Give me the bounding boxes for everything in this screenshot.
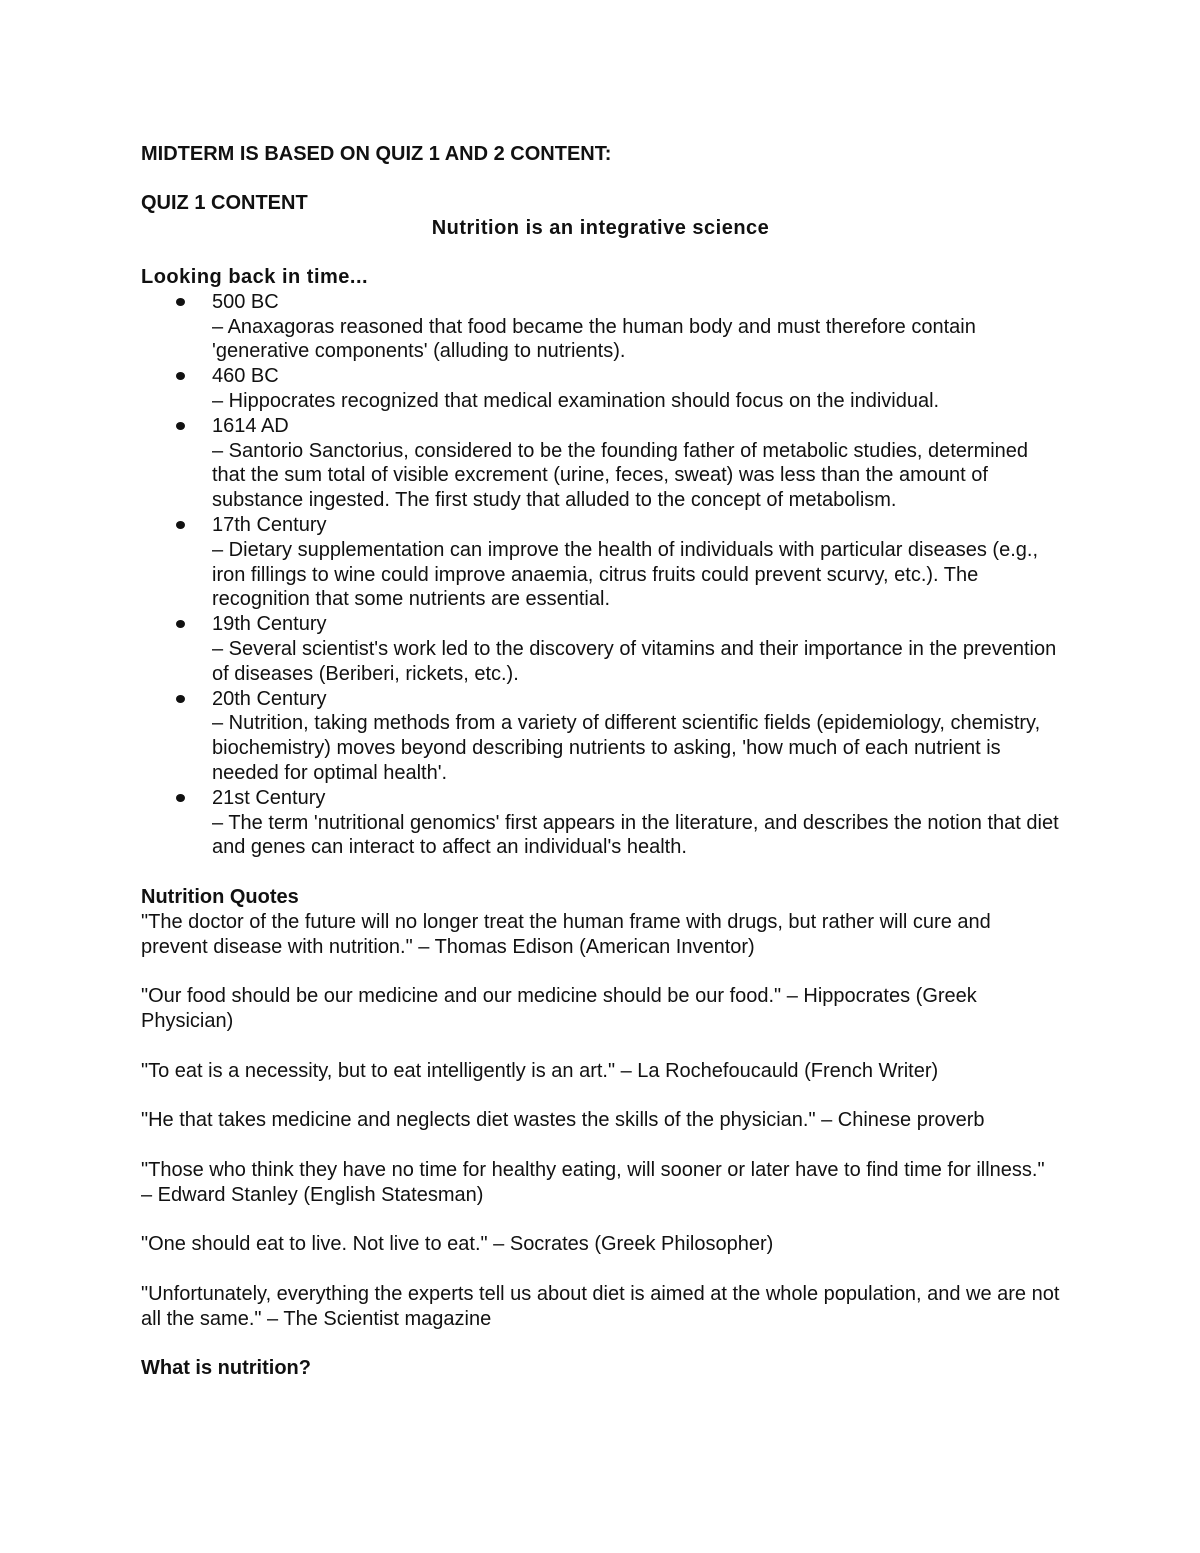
nutrition-question-heading: What is nutrition? [141, 1357, 311, 1380]
quote-la-rochefoucauld: "To eat is a necessity, but to eat intelligently is an art." – La Rochefoucauld (French Writer) [141, 1059, 939, 1082]
timeline-item-17th-century [141, 513, 1060, 612]
bullet-icon [176, 298, 185, 306]
quote-the-scientist: "Unfortunately, everything the experts tell us about diet is aimed at the whole population, and we are not all the same." – The Scientist magazine [141, 1282, 1060, 1330]
bullet-icon [176, 521, 185, 529]
bullet-icon [176, 695, 185, 703]
timeline-date: 500 BC [212, 290, 279, 313]
timeline-description: – Several scientist's work led to the discovery of vitamins and their importance in the prevention of diseases (Beriberi, rickets, etc.). [212, 637, 1057, 685]
timeline-description: – Dietary supplementation can improve the health of individuals with particular diseases (e.g., iron fillings to wine could improve anaemia, citrus fruits could prevent scurvy, etc.). The recognition that some nutrients are essential. [212, 538, 1038, 611]
timeline-description: – Santorio Sanctorius, considered to be the founding father of metabolic studies, determined that the sum total of visible excrement (urine, feces, sweat) was less than the amount of substance ingested. The first study that alluded to the concept of metabolism. [212, 439, 1029, 512]
timeline-heading: Looking back in time... [141, 266, 369, 288]
timeline-item-20th-century [141, 687, 1060, 786]
section-title: Nutrition is an integrative science [431, 217, 770, 239]
quote-socrates: "One should eat to live. Not live to eat." – Socrates (Greek Philosopher) [141, 1233, 774, 1256]
timeline-item-500bc [141, 290, 1060, 364]
timeline-item-19th-century [141, 612, 1060, 686]
timeline-description: – The term 'nutritional genomics' first appears in the literature, and describes the notion that diet and genes can interact to affect an individual's health. [212, 811, 1059, 859]
bullet-icon [176, 422, 185, 430]
bullet-icon [176, 372, 185, 380]
timeline-description: – Anaxagoras reasoned that food became the human body and must therefore contain 'generative components' (alluding to nutrients). [212, 315, 976, 363]
timeline-description: – Hippocrates recognized that medical examination should focus on the individual. [212, 389, 940, 412]
timeline-list [141, 290, 1060, 860]
timeline-date: 20th Century [212, 687, 327, 710]
timeline-item-460bc [141, 364, 1060, 414]
quotes-heading: Nutrition Quotes [141, 886, 299, 909]
timeline-item-1614ad [141, 414, 1060, 513]
bullet-icon [176, 794, 185, 802]
bullet-icon [176, 620, 185, 628]
quiz-heading: QUIZ 1 CONTENT [141, 192, 308, 214]
quote-stanley: "Those who think they have no time for healthy eating, will sooner or later have to find time for illness." – Edward Stanley (English Statesman) [141, 1158, 1045, 1206]
timeline-date: 1614 AD [212, 414, 289, 437]
quote-chinese-proverb: "He that takes medicine and neglects diet wastes the skills of the physician." – Chinese proverb [141, 1109, 985, 1132]
timeline-description: – Nutrition, taking methods from a variety of different scientific fields (epidemiology, chemistry, biochemistry) moves beyond describing nutrients to asking, 'how much of each nutrient is needed for optimal health'. [212, 712, 1041, 784]
quote-edison: "The doctor of the future will no longer treat the human frame with drugs, but rather will cure and prevent disease with nutrition." – Thomas Edison (American Inventor) [141, 910, 991, 958]
quote-hippocrates: "Our food should be our medicine and our medicine should be our food." – Hippocrates (Greek Physician) [141, 985, 977, 1033]
timeline-date: 460 BC [212, 365, 279, 388]
timeline-date: 17th Century [212, 513, 327, 536]
timeline-date: 19th Century [212, 613, 327, 636]
timeline-item-21st-century [141, 786, 1060, 860]
timeline-date: 21st Century [212, 786, 326, 809]
midterm-heading: MIDTERM IS BASED ON QUIZ 1 AND 2 CONTENT: [141, 143, 612, 165]
